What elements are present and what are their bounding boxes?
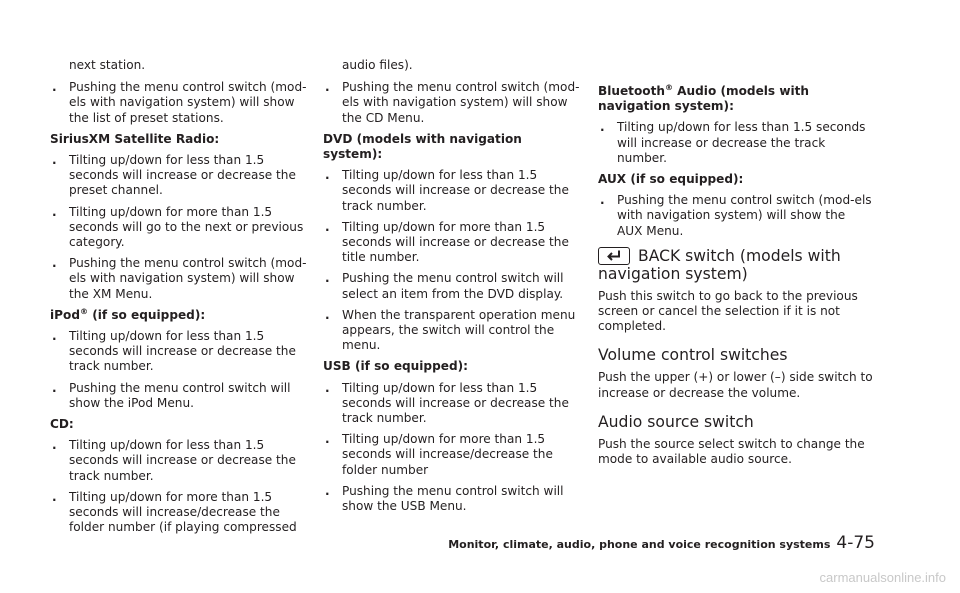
bullet-icon: . — [325, 80, 330, 95]
bullet-icon: . — [325, 219, 330, 234]
page-footer — [448, 533, 875, 553]
list-item: . When the transparent operation menu appears, the switch will control the menu. — [325, 307, 576, 353]
column-3 — [598, 84, 873, 473]
list-item: . Pushing the menu control switch (mod-els with navigation system) will show the XM Menu. — [52, 256, 307, 301]
bullet-icon: . — [52, 204, 57, 219]
bullet-icon: . — [52, 80, 57, 95]
chapter-title: Monitor, climate, audio, phone and voice recognition systems — [448, 538, 831, 551]
bullet-icon: . — [52, 256, 57, 271]
bullet-icon: . — [600, 120, 605, 135]
list-item: . Tilting up/down for more than 1.5 seconds will increase/decrease the folder number (if playing compressed — [52, 489, 297, 535]
paragraph: next station. — [69, 58, 146, 72]
list-item: . Tilting up/down for more than 1.5 seconds will go to the next or previous category. — [52, 204, 304, 250]
list-item: . Pushing the menu control switch (mod-els with navigation system) will show the list of preset stations. — [52, 80, 307, 125]
list-item: . Tilting up/down for less than 1.5 seconds will increase or decrease the track number. — [600, 120, 866, 165]
bullet-icon: . — [325, 307, 330, 322]
list-item: . Pushing the menu control switch will select an item from the DVD display. — [325, 271, 564, 301]
bullet-icon: . — [325, 483, 330, 498]
bullet-icon: . — [52, 329, 57, 344]
bullet-icon: . — [325, 271, 330, 286]
paragraph: Push the source select switch to change the mode to available audio source. — [598, 436, 865, 467]
subheading: Bluetooth® Audio (models with navigation system): — [598, 82, 810, 114]
bullet-icon: . — [52, 380, 57, 395]
column-2 — [323, 58, 585, 520]
column-1 — [50, 58, 312, 541]
list-item: . Tilting up/down for less than 1.5 seconds will increase or decrease the track number. — [52, 438, 296, 483]
bullet-icon: . — [52, 489, 57, 504]
subheading: iPod® (if so equipped): — [50, 306, 206, 322]
list-item: . Tilting up/down for less than 1.5 seconds will increase or decrease the preset channel. — [52, 153, 296, 198]
list-item: . Pushing the menu control switch (mod-els with navigation system) will show the AUX Menu. — [600, 193, 872, 238]
section-title-source: Audio source switch — [598, 412, 754, 431]
list-item: . Pushing the menu control switch will show the iPod Menu. — [52, 380, 291, 410]
bullet-icon: . — [600, 193, 605, 208]
section-title-volume: Volume control switches — [598, 346, 788, 365]
paragraph: Push the upper (+) or lower (–) side switch to increase or decrease the volume. — [598, 370, 873, 400]
back-arrow-icon — [604, 249, 624, 262]
subheading: DVD (models with navigation system): — [323, 131, 522, 162]
list-item: . Tilting up/down for less than 1.5 seconds will increase or decrease the track number. — [325, 168, 569, 213]
bullet-icon: . — [52, 438, 57, 453]
paragraph: Push this switch to go back to the previous screen or cancel the selection if it is not completed. — [598, 288, 858, 334]
list-item: . Pushing the menu control switch (mod-els with navigation system) will show the CD Menu. — [325, 80, 580, 125]
list-item: . Tilting up/down for less than 1.5 seconds will increase or decrease the track number. — [325, 380, 569, 426]
list-item: . Tilting up/down for more than 1.5 seconds will increase or decrease the title number. — [325, 219, 569, 265]
section-title-back: BACK switch (models with navigation system) — [598, 246, 841, 283]
list-item: . Tilting up/down for less than 1.5 seconds will increase or decrease the track number. — [52, 329, 296, 374]
page-number: 4-75 — [836, 533, 875, 553]
back-arrow-icon — [598, 247, 630, 265]
subheading: CD: — [50, 417, 74, 432]
bullet-icon: . — [325, 380, 330, 395]
paragraph: audio files). — [342, 58, 413, 72]
watermark: carmanualsonline.info — [819, 569, 946, 585]
subheading: AUX (if so equipped): — [598, 172, 744, 187]
subheading: USB (if so equipped): — [323, 359, 468, 374]
bullet-icon: . — [325, 168, 330, 183]
list-item: . Pushing the menu control switch will show the USB Menu. — [325, 483, 564, 514]
subheading: SiriusXM Satellite Radio: — [50, 131, 220, 146]
bullet-icon: . — [52, 153, 57, 168]
bullet-icon: . — [325, 432, 330, 447]
list-item: . Tilting up/down for more than 1.5 seconds will increase/decrease the folder number — [325, 432, 553, 477]
